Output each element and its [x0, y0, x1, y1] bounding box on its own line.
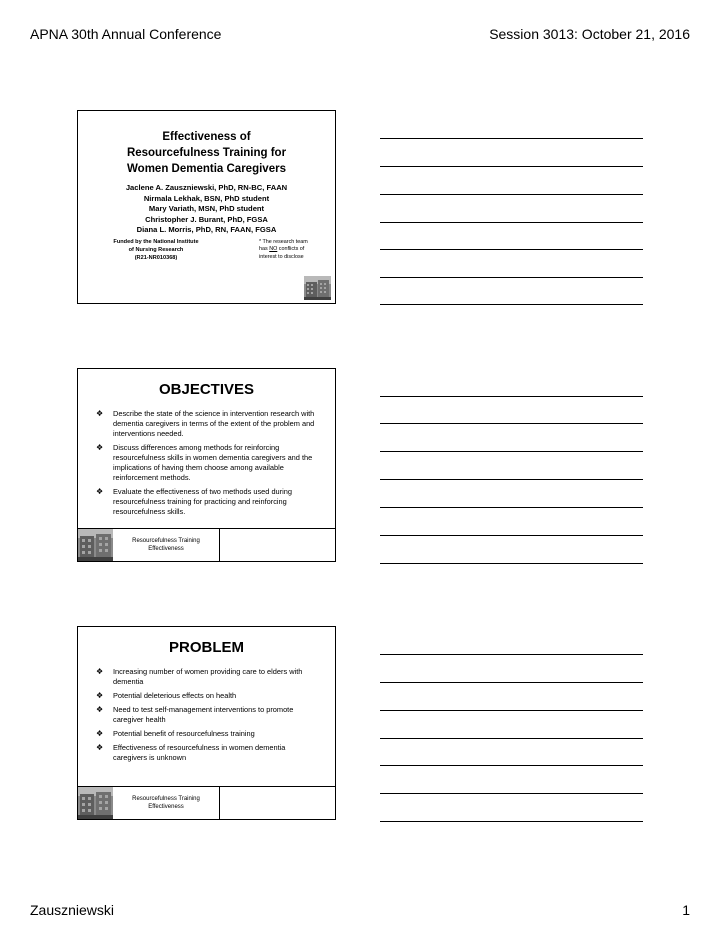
- list-item: [96, 729, 318, 739]
- list-item: [96, 705, 318, 725]
- author-list: [78, 183, 335, 236]
- note-line: [380, 222, 643, 223]
- list-item: [96, 443, 318, 483]
- footer-line: Effectiveness: [148, 804, 184, 810]
- diamond-bullet-icon: ❖: [96, 705, 104, 714]
- slide-footer: [78, 786, 335, 819]
- building-photo-icon: [78, 529, 113, 561]
- list-item: [96, 409, 318, 439]
- note-line: [380, 821, 643, 822]
- diamond-bullet-icon: ❖: [96, 487, 104, 496]
- slide-objectives: [77, 368, 336, 562]
- note-line: [380, 451, 643, 452]
- footer-line: Resourcefulness Training: [132, 796, 200, 802]
- note-line: [380, 249, 643, 250]
- author: Diana L. Morris, PhD, RN, FAAN, FGSA: [136, 225, 277, 235]
- note-line: [380, 194, 643, 195]
- author: Jaclene A. Zauszniewski, PhD, RN-BC, FAAN: [125, 183, 288, 192]
- funding-line: of Nursing Research: [128, 247, 184, 253]
- coi-line: * The research team: [259, 239, 308, 245]
- note-line: [380, 479, 643, 480]
- slide-footer: [78, 528, 335, 561]
- title-line: Resourcefulness Training for: [126, 147, 287, 159]
- note-line: [380, 563, 643, 564]
- bullet-list: [96, 409, 318, 521]
- author: Nirmala Lekhak, BSN, PhD student: [143, 193, 270, 203]
- diamond-bullet-icon: ❖: [96, 667, 104, 676]
- diamond-bullet-icon: ❖: [96, 743, 104, 752]
- bullet-text: Potential deleterious effects on health: [113, 691, 237, 700]
- bullet-list: [96, 667, 318, 767]
- note-line: [380, 738, 643, 739]
- note-line: [380, 138, 643, 139]
- bullet-text: Effectiveness of resourcefulness in women dementia caregivers is unknown: [113, 743, 286, 762]
- slide-problem: [77, 626, 336, 820]
- slide-heading: PROBLEM: [169, 639, 244, 656]
- author: Christopher J. Burant, PhD, FGSA: [145, 214, 268, 224]
- author: Mary Variath, MSN, PhD student: [148, 204, 265, 214]
- coi-no: NO: [269, 246, 278, 253]
- bullet-text: Evaluate the effectiveness of two methods used during resourcefulness training for practicing and reinforcing resourcefulness skills.: [113, 487, 292, 516]
- note-line: [380, 507, 643, 508]
- title-line: Effectiveness of: [162, 131, 251, 143]
- funding-line: (R21-NR010368): [134, 255, 178, 261]
- footer-line: Resourcefulness Training: [132, 538, 200, 544]
- bullet-text: Potential benefit of resourcefulness training: [113, 729, 255, 738]
- page-number: 1: [682, 902, 690, 918]
- bullet-text: Describe the state of the science in intervention research with dementia caregivers in terms of the extent of the problem and interventions needed.: [113, 409, 315, 438]
- coi-rest: conflicts of: [277, 246, 305, 253]
- footer-line: Effectiveness: [148, 546, 184, 552]
- note-line: [380, 682, 643, 683]
- bullet-text: Need to test self-management interventions to promote caregiver health: [113, 705, 294, 724]
- slide-footer-text: [113, 529, 220, 561]
- slide-footer-text: [113, 787, 220, 819]
- coi-line: [259, 246, 323, 253]
- funding-note: [86, 238, 226, 262]
- coi-line: interest to disclose: [259, 253, 304, 260]
- note-line: [380, 535, 643, 536]
- note-line: [380, 277, 643, 278]
- note-line: [380, 304, 643, 305]
- diamond-bullet-icon: ❖: [96, 729, 104, 738]
- title-line: Women Dementia Caregivers: [127, 163, 286, 175]
- building-photo-icon: [304, 276, 331, 300]
- note-line: [380, 396, 643, 397]
- bullet-text: Increasing number of women providing care to elders with dementia: [113, 667, 303, 686]
- building-photo-icon: [78, 787, 113, 819]
- header-session: Session 3013: October 21, 2016: [489, 26, 690, 42]
- list-item: [96, 487, 318, 517]
- list-item: [96, 743, 318, 763]
- coi-has: has: [259, 246, 270, 253]
- funding-line: Funded by the National Institute: [113, 239, 199, 245]
- diamond-bullet-icon: ❖: [96, 443, 104, 452]
- slide-title: [77, 110, 336, 304]
- note-line: [380, 423, 643, 424]
- footer-author: Zauszniewski: [30, 902, 115, 918]
- note-line: [380, 765, 643, 766]
- note-line: [380, 166, 643, 167]
- slide-heading: OBJECTIVES: [158, 381, 255, 398]
- conflict-of-interest-note: [259, 239, 323, 261]
- slide-title-text: [78, 129, 335, 177]
- diamond-bullet-icon: ❖: [96, 691, 104, 700]
- header-conference: APNA 30th Annual Conference: [30, 26, 222, 42]
- diamond-bullet-icon: ❖: [96, 409, 104, 418]
- list-item: [96, 691, 318, 701]
- note-line: [380, 793, 643, 794]
- bullet-text: Discuss differences among methods for reinforcing resourcefulness skills in women dementia caregivers and the implications of having them choose among available reinforcement methods.: [113, 443, 313, 482]
- list-item: [96, 667, 318, 687]
- note-line: [380, 710, 643, 711]
- note-line: [380, 654, 643, 655]
